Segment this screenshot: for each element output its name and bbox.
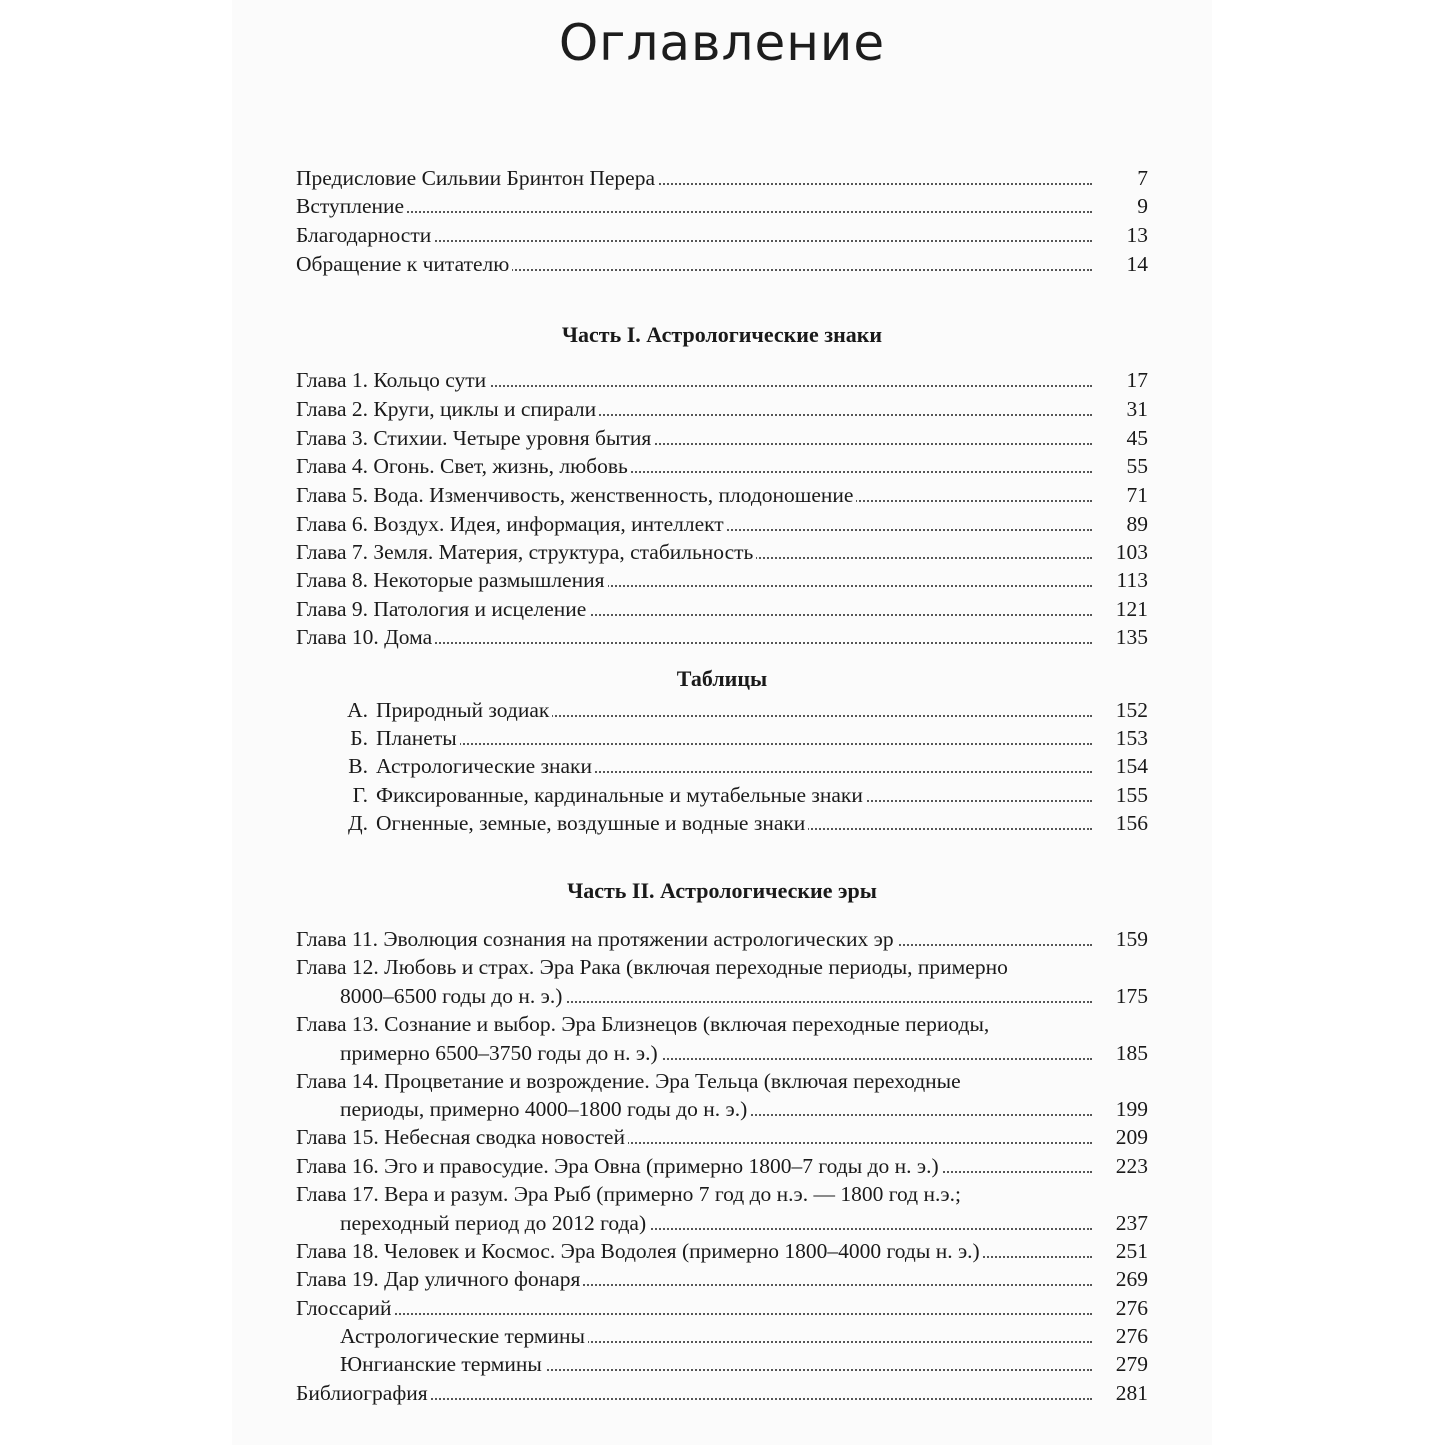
toc-entry	[296, 1039, 1148, 1067]
toc-entry-page: 89	[1126, 512, 1148, 536]
toc-entry-page: 14	[1126, 252, 1148, 276]
leader-dots	[296, 1313, 1092, 1315]
toc-entry-line1: Глава 17. Вера и разум. Эра Рыб (примерно 7 год до н.э. — 1800 год н.э.;	[296, 1182, 961, 1206]
table-entry-label: Фиксированные, кардинальные и мутабельные знаки	[376, 783, 863, 807]
toc-entry-page: 223	[1115, 1154, 1148, 1178]
table-entry-label: Природный зодиак	[376, 698, 550, 722]
toc-entry-page: 209	[1115, 1125, 1148, 1149]
toc-entry	[296, 595, 1148, 623]
toc-entry-label: Благодарности	[296, 221, 434, 249]
toc-entry-line1: Глава 12. Любовь и страх. Эра Рака (включая переходные периоды, примерно	[296, 955, 1008, 979]
toc-entry-label: 8000–6500 годы до н. э.)	[340, 982, 565, 1010]
toc-entry-page: 237	[1115, 1211, 1148, 1235]
toc-entry-page: 175	[1115, 984, 1148, 1008]
table-entry-page: 155	[1115, 783, 1148, 807]
toc-entry-page: 199	[1115, 1097, 1148, 1121]
toc-entry	[296, 538, 1148, 566]
table-entry	[296, 752, 1148, 780]
table-entry	[296, 724, 1148, 752]
part2-heading: Часть II. Астрологические эры	[567, 878, 877, 903]
table-entry-page: 154	[1115, 754, 1148, 778]
toc-entry	[296, 1123, 1148, 1151]
toc-entry-page: 251	[1115, 1239, 1148, 1263]
toc-entry-page: 31	[1126, 397, 1148, 421]
toc-entry-label: переходный период до 2012 года)	[340, 1209, 649, 1237]
toc-entry	[296, 1294, 1148, 1322]
toc-entry	[296, 250, 1148, 278]
toc-entry-label: Глава 11. Эволюция сознания на протяжении астрологических эр	[296, 925, 897, 953]
table-entry	[296, 781, 1148, 809]
toc-entry	[296, 481, 1148, 509]
toc-entry-label: Глава 8. Некоторые размышления	[296, 566, 608, 594]
table-entry-page: 152	[1115, 698, 1148, 722]
toc-entry	[296, 1379, 1148, 1407]
toc-entry-label: Глава 6. Воздух. Идея, информация, интеллект	[296, 510, 727, 538]
table-entry-page: 156	[1115, 811, 1148, 835]
toc-entry-page: 276	[1115, 1296, 1148, 1320]
toc-entry	[296, 1237, 1148, 1265]
table-letter: В.	[348, 754, 368, 778]
toc-entry-label: Глава 19. Дар уличного фонаря	[296, 1265, 583, 1293]
toc-entry-label: Глава 1. Кольцо сути	[296, 366, 489, 394]
toc-entry-label: Предисловие Сильвии Бринтон Перера	[296, 164, 658, 192]
toc-entry	[296, 1095, 1148, 1123]
toc-entry-label: Глава 3. Стихии. Четыре уровня бытия	[296, 424, 654, 452]
toc-entry-label: Глава 15. Небесная сводка новостей	[296, 1123, 628, 1151]
toc-entry	[296, 510, 1148, 538]
table-entry-label: Планеты	[376, 726, 457, 750]
toc-entry	[296, 424, 1148, 452]
toc-entry-label: Глава 9. Патология и исцеление	[296, 595, 589, 623]
table-letter: А.	[347, 698, 368, 722]
toc-entry	[296, 366, 1148, 394]
toc-entry-label: Глава 2. Круги, циклы и спирали	[296, 395, 599, 423]
toc-entry-label: Глоссарий	[296, 1294, 394, 1322]
toc-entry-page: 13	[1126, 223, 1148, 247]
toc-entry	[296, 623, 1148, 651]
table-letter: Б.	[350, 726, 368, 750]
toc-entry	[296, 1152, 1148, 1180]
toc-entry-page: 71	[1126, 483, 1148, 507]
toc-entry-page: 55	[1126, 454, 1148, 478]
toc-entry	[296, 192, 1148, 220]
toc-entry-label: Глава 7. Земля. Материя, структура, стабильность	[296, 538, 756, 566]
book-page	[232, 0, 1212, 1445]
table-letter: Д.	[347, 811, 368, 835]
toc-entry-page: 17	[1126, 368, 1148, 392]
toc-entry	[296, 395, 1148, 423]
toc-entry	[296, 1350, 1148, 1378]
toc-entry-page: 281	[1115, 1381, 1148, 1405]
toc-entry	[296, 164, 1148, 192]
toc-entry-label: Глава 4. Огонь. Свет, жизнь, любовь	[296, 452, 631, 480]
toc-entry-page: 9	[1137, 194, 1148, 218]
toc-entry-page: 121	[1115, 597, 1148, 621]
table-letter: Г.	[352, 783, 368, 807]
toc-entry-label: Астрологические термины	[340, 1322, 588, 1350]
toc-entry-page: 103	[1115, 540, 1148, 564]
toc-entry-label: Глава 10. Дома	[296, 623, 435, 651]
toc-entry	[296, 982, 1148, 1010]
toc-entry-label: Глава 16. Эго и правосудие. Эра Овна (примерно 1800–7 годы до н. э.)	[296, 1152, 942, 1180]
toc-entry-page: 276	[1115, 1324, 1148, 1348]
toc-entry	[296, 1265, 1148, 1293]
table-entry-page: 153	[1115, 726, 1148, 750]
toc-entry	[296, 221, 1148, 249]
toc-entry-label: Глава 18. Человек и Космос. Эра Водолея (примерно 1800–4000 годы н. э.)	[296, 1237, 983, 1265]
toc-entry-label: Вступление	[296, 192, 407, 220]
table-entry	[296, 696, 1148, 724]
page-title: Оглавление	[558, 14, 886, 72]
table-entry	[296, 809, 1148, 837]
toc-entry-label: Глава 5. Вода. Изменчивость, женственность, плодоношение	[296, 481, 856, 509]
toc-entry-page: 113	[1116, 568, 1148, 592]
table-entry-label: Астрологические знаки	[376, 754, 593, 778]
toc-entry-page: 279	[1115, 1352, 1148, 1376]
part1-heading: Часть I. Астрологические знаки	[561, 322, 883, 347]
toc-entry-page: 7	[1137, 166, 1148, 190]
tables-heading: Таблицы	[676, 666, 768, 691]
toc-entry	[296, 1209, 1148, 1237]
toc-entry-line1: Глава 13. Сознание и выбор. Эра Близнецов (включая переходные периоды,	[296, 1012, 990, 1036]
toc-entry	[296, 566, 1148, 594]
toc-entry	[296, 925, 1148, 953]
toc-entry-label: примерно 6500–3750 годы до н. э.)	[340, 1039, 661, 1067]
toc-entry-label: периоды, примерно 4000–1800 годы до н. э.)	[340, 1095, 750, 1123]
toc-entry-label: Библиография	[296, 1379, 431, 1407]
toc-entry-line1: Глава 14. Процветание и возрождение. Эра Тельца (включая переходные	[296, 1069, 961, 1093]
table-entry-label: Огненные, земные, воздушные и водные знаки	[376, 811, 806, 835]
toc-entry-page: 269	[1115, 1267, 1148, 1291]
leader-dots	[296, 211, 1092, 213]
toc-entry-label: Юнгианские термины	[340, 1350, 545, 1378]
toc-entry-page: 135	[1115, 625, 1148, 649]
toc-entry-page: 159	[1115, 927, 1148, 951]
toc-entry-page: 45	[1126, 426, 1148, 450]
toc-entry-page: 185	[1115, 1041, 1148, 1065]
toc-entry-label: Обращение к читателю	[296, 250, 512, 278]
toc-entry	[296, 452, 1148, 480]
toc-entry	[296, 1322, 1148, 1350]
